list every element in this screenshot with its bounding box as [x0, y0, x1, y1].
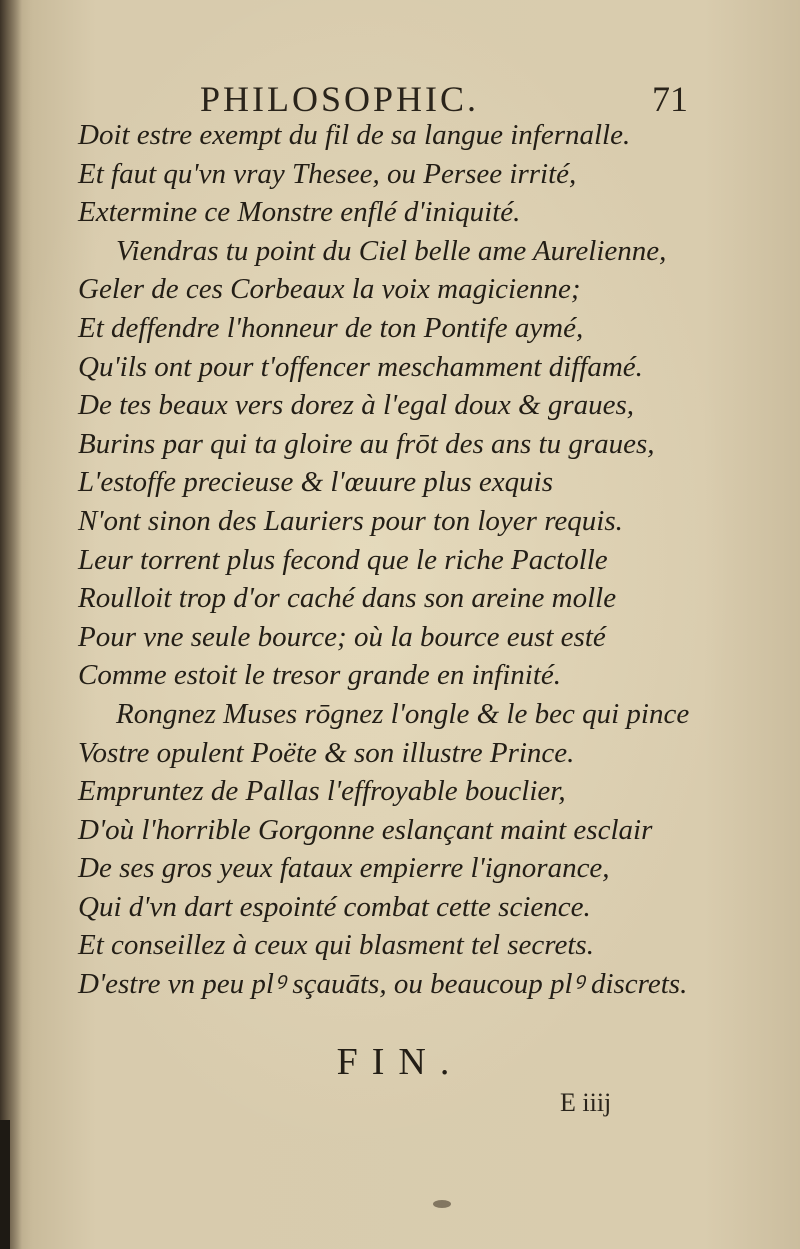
verse-line: D'où l'horrible Gorgonne eslançant maint esclair [78, 813, 653, 846]
verse-line: L'estoffe precieuse & l'œuure plus exquis [78, 466, 553, 499]
fin-heading: FIN. [336, 1041, 464, 1083]
verse-line: Et faut qu'vn vray Thesee, ou Persee irrité, [78, 157, 577, 190]
verse-line: Viendras tu point du Ciel belle ame Aurelienne, [116, 234, 667, 267]
verse-line: Qu'ils ont pour t'offencer meschamment diffamé. [78, 350, 643, 383]
verse-line: D'estre vn peu plꝰ sçauāts, ou beaucoup plꝰ discrets. [78, 968, 688, 1001]
verse-line: Pour vne seule bource; où la bource eust esté [78, 620, 606, 653]
verse-line: Burins par qui ta gloire au frōt des ans tu graues, [78, 427, 655, 460]
verse-line: Extermine ce Monstre enflé d'iniquité. [78, 196, 521, 229]
ink-spot [433, 1200, 451, 1208]
running-title: PHILOSOPHIC. [200, 79, 480, 119]
verse-line: Et deffendre l'honneur de ton Pontife aymé, [78, 311, 584, 344]
verse-line: De tes beaux vers dorez à l'egal doux & graues, [78, 389, 635, 422]
verse-line: Leur torrent plus fecond que le riche Pactolle [78, 543, 608, 576]
page-number: 71 [652, 79, 688, 119]
binding-edge [0, 1120, 10, 1249]
verse-line: Doit estre exempt du fil de sa langue infernalle. [78, 119, 631, 151]
verse-line: Vostre opulent Poëte & son illustre Prince. [78, 736, 575, 769]
verse-line: N'ont sinon des Lauriers pour ton loyer requis. [78, 504, 623, 537]
signature-mark: E iiij [560, 1088, 612, 1117]
verse-line: Empruntez de Pallas l'effroyable bouclier, [78, 775, 566, 808]
verse-line: Et conseillez à ceux qui blasment tel secrets. [78, 929, 594, 962]
verse-line: Roulloit trop d'or caché dans son areine molle [78, 582, 617, 615]
verse-line: De ses gros yeux fataux empierre l'ignorance, [78, 852, 610, 885]
verse-line: Comme estoit le tresor grande en infinité. [78, 659, 562, 692]
verse-line: Rongnez Muses rōgnez l'ongle & le bec qui pince [116, 697, 690, 730]
poem-text [78, 116, 768, 1004]
verse-line: Geler de ces Corbeaux la voix magicienne; [78, 273, 581, 306]
verse-line: Qui d'vn dart espointé combat cette science. [78, 890, 591, 923]
